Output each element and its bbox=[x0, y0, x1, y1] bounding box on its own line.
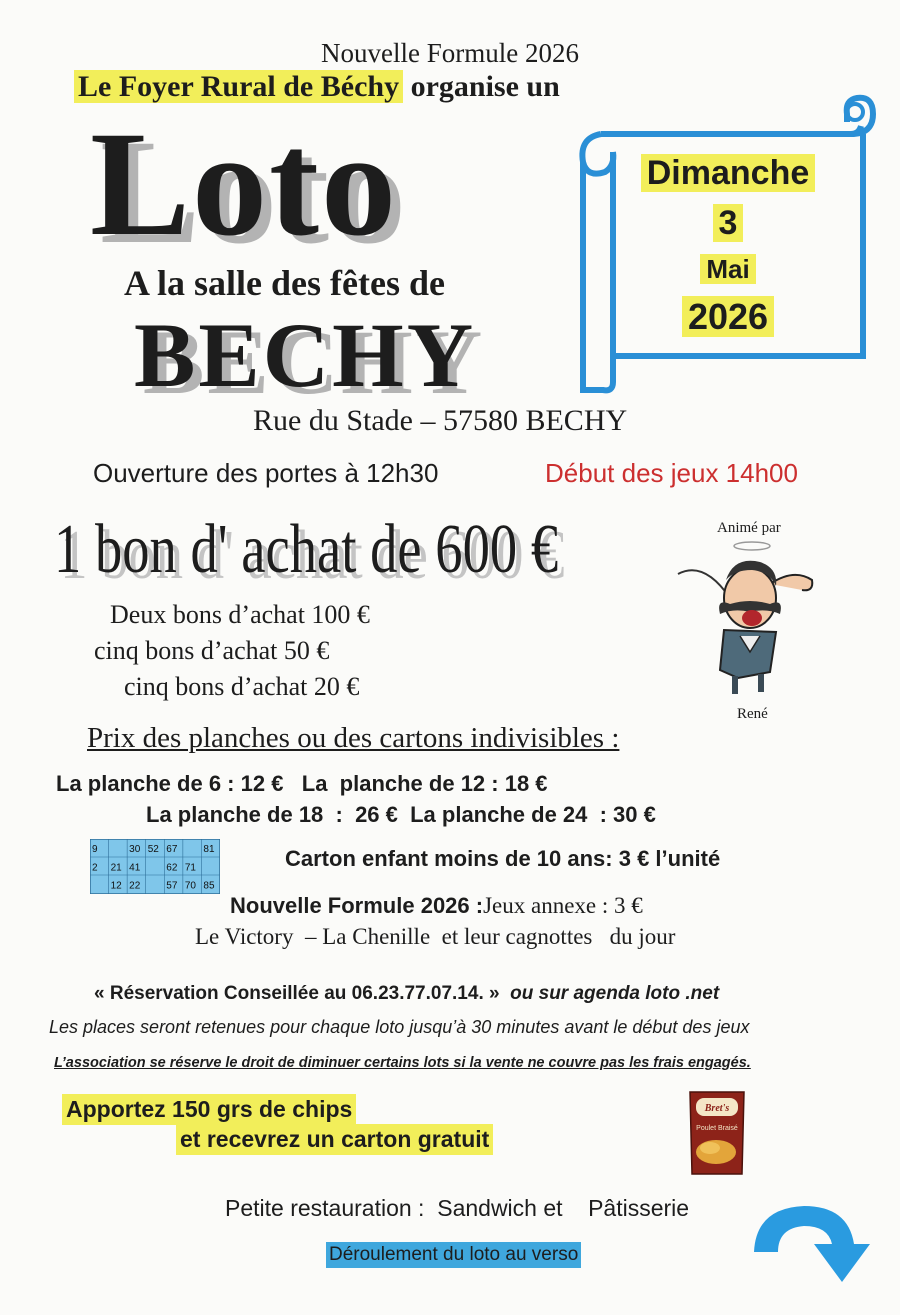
prize-1: Deux bons d’achat 100 € bbox=[110, 600, 370, 629]
child-card-price: Carton enfant moins de 10 ans: 3 € l’unité bbox=[285, 846, 721, 871]
scroll-frame bbox=[573, 92, 883, 398]
formule-label: Nouvelle Formule 2026 : bbox=[230, 893, 484, 918]
bingo-card-number: 2 bbox=[92, 862, 98, 874]
prize-3: cinq bons d’achat 20 € bbox=[124, 672, 360, 701]
start-time: Début des jeux 14h00 bbox=[545, 458, 798, 488]
venue-town: BECHY bbox=[134, 304, 477, 406]
bingo-card-number: 9 bbox=[92, 844, 98, 855]
event-title: Loto bbox=[90, 101, 398, 267]
doors-time: Ouverture des portes à 12h30 bbox=[93, 458, 439, 488]
mascot-illustration bbox=[674, 540, 824, 700]
organizer-name: Le Foyer Rural de Béchy bbox=[74, 70, 403, 103]
reservation-line bbox=[94, 983, 719, 1005]
chips-flavor: Poulet Braisé bbox=[696, 1125, 738, 1132]
places-note: Les places seront retenues pour chaque loto jusqu’à 30 minutes avant le début des jeux bbox=[49, 1017, 750, 1037]
bingo-card-number: 81 bbox=[203, 844, 215, 855]
bingo-card-number: 67 bbox=[166, 844, 178, 855]
pricing-heading: Prix des planches ou des cartons indivisibles : bbox=[87, 722, 620, 754]
venue-line: A la salle des fêtes de bbox=[124, 263, 445, 303]
chips-brand: Bret's bbox=[704, 1103, 730, 1114]
bingo-card-number: 41 bbox=[129, 862, 141, 874]
pricing-line-1: La planche de 6 : 12 € La planche de 12 : 18 € bbox=[56, 771, 548, 796]
formule-games: Le Victory – La Chenille et leur cagnottes du jour bbox=[195, 924, 676, 949]
curved-arrow-icon bbox=[748, 1198, 874, 1284]
verso-note: Déroulement du loto au verso bbox=[326, 1242, 581, 1268]
bingo-card-number: 21 bbox=[110, 862, 122, 874]
host-name: René bbox=[737, 706, 768, 722]
subtitle: Nouvelle Formule 2026 bbox=[321, 38, 579, 68]
food-line: Petite restauration : Sandwich et Pâtisserie bbox=[225, 1195, 690, 1221]
bingo-card-number: 62 bbox=[166, 862, 178, 874]
date-day: 3 bbox=[573, 204, 883, 243]
bingo-card-number: 30 bbox=[129, 844, 141, 855]
prize-2: cinq bons d’achat 50 € bbox=[94, 636, 330, 665]
formule-text: Jeux annexe : 3 € bbox=[483, 893, 643, 918]
bingo-card-number: 52 bbox=[147, 844, 159, 855]
chips-offer-line-2: et recevrez un carton gratuit bbox=[176, 1124, 493, 1155]
bingo-card-number: 71 bbox=[184, 862, 196, 874]
bingo-card-number: 57 bbox=[166, 880, 178, 892]
organizer-rest: organise un bbox=[403, 70, 560, 103]
bingo-card-number: 12 bbox=[110, 880, 122, 892]
bingo-card-number: 85 bbox=[203, 880, 215, 892]
chips-offer-line-1: Apportez 150 grs de chips bbox=[62, 1094, 356, 1125]
address: Rue du Stade – 57580 BECHY bbox=[253, 404, 628, 437]
curved-arrow bbox=[748, 1198, 874, 1284]
bingo-card-grid bbox=[90, 839, 220, 894]
cartoon-host-icon bbox=[674, 540, 824, 700]
chips-bag-icon bbox=[686, 1088, 748, 1178]
pricing-line-2: La planche de 18 : 26 € La planche de 24 : 30 € bbox=[146, 802, 656, 827]
reservation-web: ou sur agenda loto .net bbox=[510, 983, 720, 1004]
host-by: Animé par bbox=[717, 520, 781, 536]
disclaimer: L’association se réserve le droit de diminuer certains lots si la vente ne couvre pas les frais engagés. bbox=[54, 1055, 751, 1071]
formule-line bbox=[230, 893, 643, 919]
bingo-card bbox=[90, 839, 220, 894]
date-year: 2026 bbox=[573, 296, 883, 338]
bingo-card-number: 70 bbox=[184, 880, 196, 892]
chips-bag bbox=[686, 1088, 748, 1178]
scroll-frame-shape bbox=[573, 92, 883, 398]
reservation-phone: « Réservation Conseillée au 06.23.77.07.14. » bbox=[94, 983, 500, 1004]
date-day-name: Dimanche bbox=[573, 154, 883, 193]
main-prize: 1 bon d' achat de 600 € bbox=[54, 511, 559, 588]
date-month: Mai bbox=[573, 254, 883, 285]
bingo-card-number: 22 bbox=[129, 880, 141, 892]
